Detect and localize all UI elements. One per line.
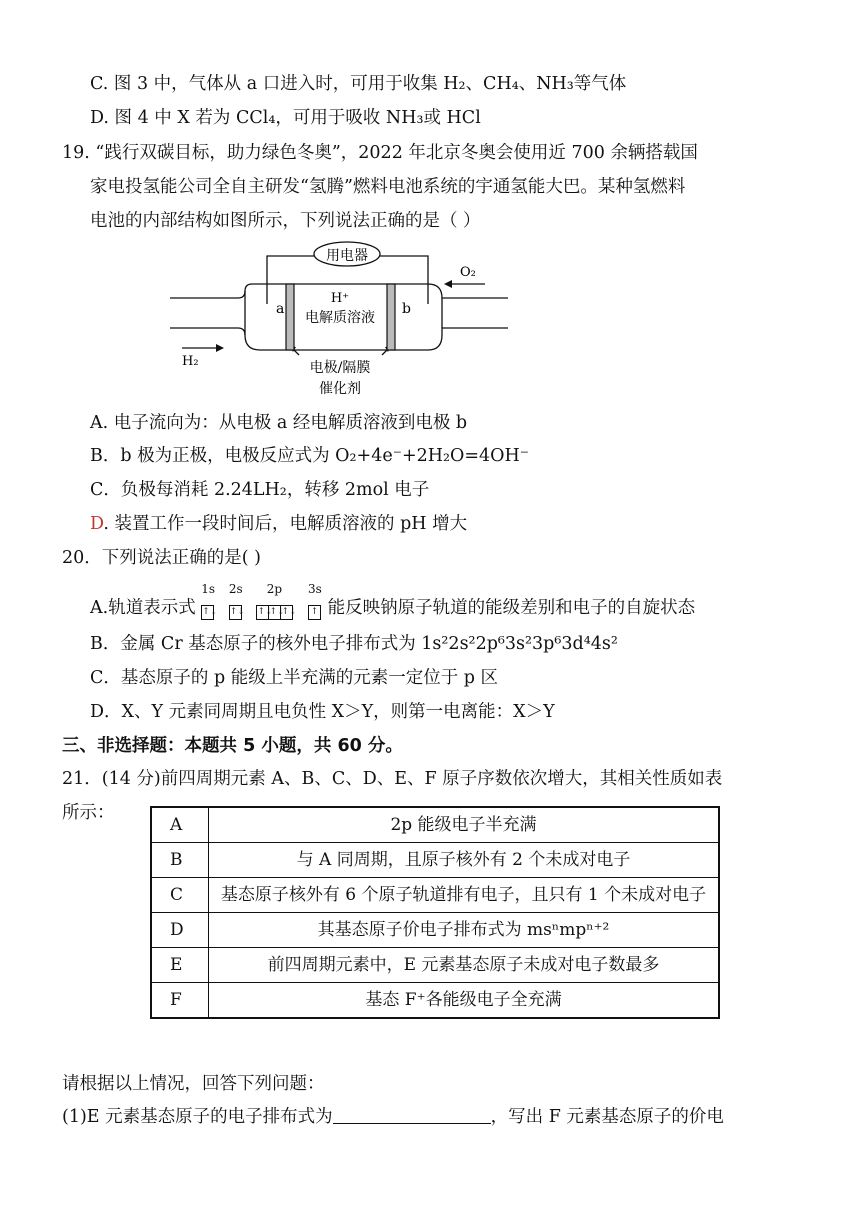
element-properties-table <box>150 806 720 1019</box>
device-label: 用电器 <box>326 248 368 264</box>
q19-option-d: D. 装置工作一段时间后，电解质溶液的 pH 增大 <box>90 514 468 534</box>
q19-stem-line1: 19. “践行双碳目标，助力绿色冬奥”，2022 年北京冬奥会使用近 700 余辆搭载国 <box>62 143 698 163</box>
table-row: F 基态 F⁺各能级电子全充满 <box>151 983 719 1019</box>
q20-option-a: A.轨道表示式 1s ↑↓ 2s ↑↓ 2p ↑↓↑↓↑↓ 3s ↑ 能反映钠原子轨道的能级差别和电子的自旋状态 <box>90 596 695 621</box>
electrode-b-label: b <box>402 301 411 317</box>
q19-stem-line2: 家电投氢能公司全自主研发“氢腾”燃料电池系统的宇通氢能大巴。某种氢燃料 <box>90 177 686 197</box>
table-row: E 前四周期元素中，E 元素基态原子未成对电子数最多 <box>151 948 719 983</box>
table-row: D 其基态原子价电子排布式为 msⁿmpⁿ⁺² <box>151 913 719 948</box>
orbital-2s: 2s ↑↓ <box>229 597 241 621</box>
answer-blank[interactable] <box>333 1107 491 1124</box>
q18-option-c: C. 图 3 中，气体从 a 口进入时，可用于收集 H₂、CH₄、NH₃等气体 <box>90 74 627 94</box>
q20-option-b: B．金属 Cr 基态原子的核外电子排布式为 1s²2s²2p⁶3s²3p⁶3d⁴4s² <box>90 634 618 654</box>
orbital-3s: 3s ↑ <box>308 597 320 621</box>
q18-option-d: D. 图 4 中 X 若为 CCl₄，可用于吸收 NH₃或 HCl <box>90 108 481 128</box>
table-row: B 与 A 同周期，且原子核外有 2 个未成对电子 <box>151 843 719 878</box>
caption-electrode: 电极/隔膜 <box>309 360 371 376</box>
q19-option-a: A. 电子流向为：从电极 a 经电解质溶液到电极 b <box>90 413 468 433</box>
q21-stem-line2: 所示： <box>62 803 115 823</box>
caption-catalyst: 催化剂 <box>319 381 361 397</box>
q19-option-b: B．b 极为正极，电极反应式为 O₂+4e⁻+2H₂O=4OH⁻ <box>90 446 530 466</box>
q21-prompt: 请根据以上情况，回答下列问题： <box>62 1074 325 1094</box>
table-row: A 2p 能级电子半充满 <box>151 807 719 843</box>
h2-label: H₂ <box>182 354 199 369</box>
fuel-cell-diagram <box>160 236 520 402</box>
q20-option-c: C．基态原子的 p 能级上半充满的元素一定位于 p 区 <box>90 668 499 688</box>
electrode-a-label: a <box>276 301 285 317</box>
table-row: C 基态原子核外有 6 个原子轨道排有电子，且只有 1 个未成对电子 <box>151 878 719 913</box>
orbital-1s: 1s ↑↓ <box>201 597 213 621</box>
electrolyte-label: 电解质溶液 <box>305 310 375 326</box>
q19-stem-line3: 电池的内部结构如图所示，下列说法正确的是（ ） <box>90 211 481 231</box>
q20-option-d: D．X、Y 元素同周期且电负性 X＞Y，则第一电离能：X＞Y <box>90 702 555 722</box>
q21-stem-line1: 21．(14 分)前四周期元素 A、B、C、D、E、F 原子序数依次增大，其相关性质如表 <box>62 769 723 789</box>
o2-label: O₂ <box>460 265 476 280</box>
section-3-heading: 三、非选择题：本题共 5 小题，共 60 分。 <box>62 736 403 756</box>
q21-part1: (1)E 元素基态原子的电子排布式为 ，写出 F 元素基态原子的价电 <box>62 1107 724 1127</box>
ion-label: H⁺ <box>330 291 350 306</box>
q19-option-c: C．负极每消耗 2.24LH₂，转移 2mol 电子 <box>90 480 430 500</box>
orbital-2p: 2p ↑↓↑↓↑↓ <box>256 597 292 621</box>
q20-stem: 20．下列说法正确的是( ) <box>62 548 261 568</box>
